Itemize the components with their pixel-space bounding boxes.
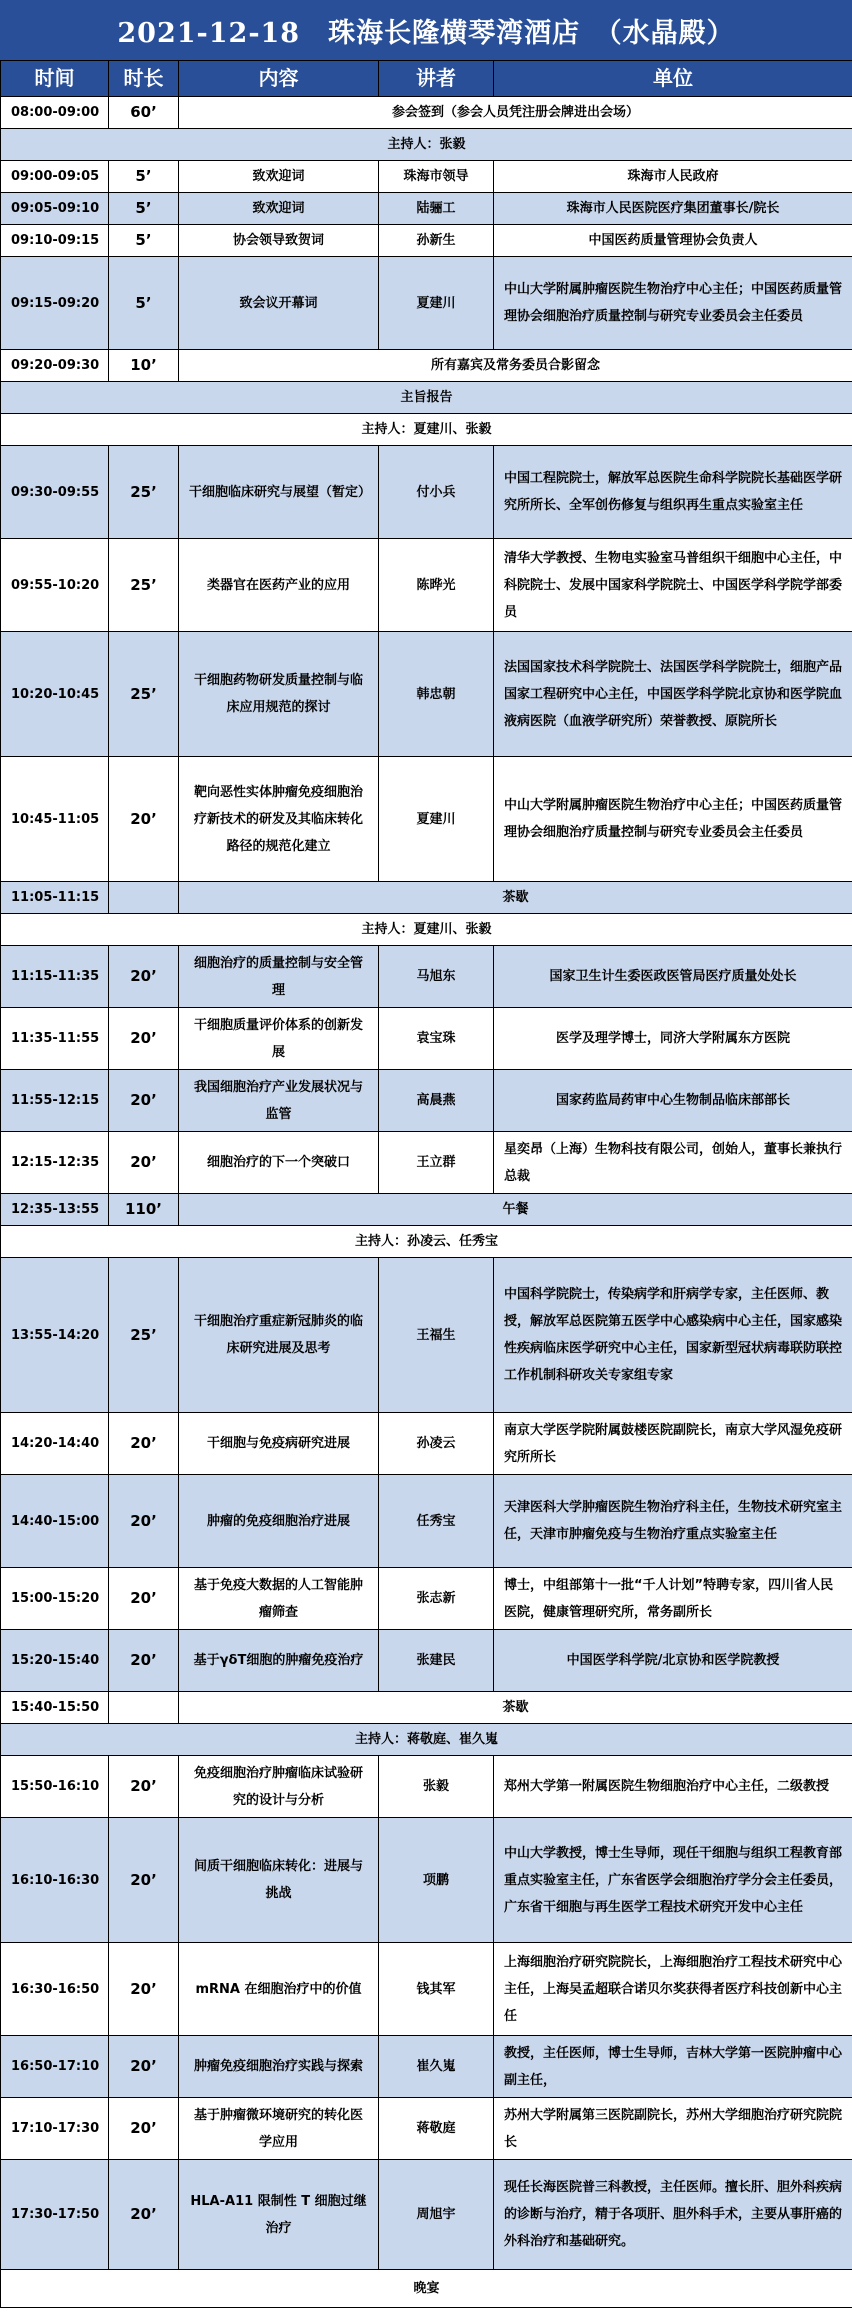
time-cell: 09:05-09:10 xyxy=(1,193,109,225)
topic-cell: 协会领导致贺词 xyxy=(179,225,379,257)
table-row xyxy=(1,1194,852,1226)
time-cell: 09:00-09:05 xyxy=(1,161,109,193)
topic-cell: 致欢迎词 xyxy=(179,161,379,193)
table-row xyxy=(1,446,852,539)
time-cell: 10:20-10:45 xyxy=(1,632,109,757)
session-note: 所有嘉宾及常务委员合影留念 xyxy=(179,350,852,382)
section-heading: 主旨报告 xyxy=(1,382,852,414)
topic-cell: 间质干细胞临床转化：进展与挑战 xyxy=(179,1818,379,1943)
topic-cell: 细胞治疗的下一个突破口 xyxy=(179,1132,379,1194)
topic-cell: 我国细胞治疗产业发展状况与监管 xyxy=(179,1070,379,1132)
speaker-cell: 马旭东 xyxy=(379,946,494,1008)
table-row xyxy=(1,1132,852,1194)
speaker-cell: 崔久嵬 xyxy=(379,2036,494,2098)
table-row xyxy=(1,632,852,757)
duration-cell xyxy=(109,1692,179,1724)
session-note: 午餐 xyxy=(179,1194,852,1226)
section-heading: 主持人：夏建川、张毅 xyxy=(1,914,852,946)
speaker-cell: 钱其军 xyxy=(379,1943,494,2036)
table-row xyxy=(1,161,852,193)
duration-cell: 20’ xyxy=(109,1630,179,1692)
session-note: 茶歇 xyxy=(179,1692,852,1724)
duration-cell: 60’ xyxy=(109,97,179,129)
time-cell: 12:35-13:55 xyxy=(1,1194,109,1226)
organization-cell: 清华大学教授、生物电实验室马普组织干细胞中心主任，中科院院士、发展中国家科学院院士、中国医学科学院学部委员 xyxy=(494,539,852,632)
duration-cell: 5’ xyxy=(109,161,179,193)
topic-cell: 肿瘤免疫细胞治疗实践与探索 xyxy=(179,2036,379,2098)
duration-cell: 20’ xyxy=(109,2160,179,2270)
time-cell: 11:35-11:55 xyxy=(1,1008,109,1070)
time-cell: 17:10-17:30 xyxy=(1,2098,109,2160)
header-duration: 时长 xyxy=(109,61,179,97)
table-row xyxy=(1,1630,852,1692)
organization-cell: 郑州大学第一附属医院生物细胞治疗中心主任，二级教授 xyxy=(494,1756,852,1818)
table-row xyxy=(1,1475,852,1568)
organization-cell: 教授，主任医师，博士生导师，吉林大学第一医院肿瘤中心副主任， xyxy=(494,2036,852,2098)
duration-cell: 20’ xyxy=(109,1568,179,1630)
speaker-cell: 孙新生 xyxy=(379,225,494,257)
time-cell: 15:20-15:40 xyxy=(1,1630,109,1692)
header-time: 时间 xyxy=(1,61,109,97)
organization-cell: 法国国家技术科学院院士、法国医学科学院院士，细胞产品国家工程研究中心主任，中国医学科学院北京协和医学院血液病医院（血液学研究所）荣誉教授、原院所长 xyxy=(494,632,852,757)
time-cell: 15:00-15:20 xyxy=(1,1568,109,1630)
speaker-cell: 王福生 xyxy=(379,1258,494,1413)
time-cell: 09:30-09:55 xyxy=(1,446,109,539)
table-row xyxy=(1,1724,852,1756)
speaker-cell: 韩忠朝 xyxy=(379,632,494,757)
topic-cell: 类器官在医药产业的应用 xyxy=(179,539,379,632)
topic-cell: 干细胞与免疫病研究进展 xyxy=(179,1413,379,1475)
duration-cell: 25’ xyxy=(109,1258,179,1413)
time-cell: 09:55-10:20 xyxy=(1,539,109,632)
speaker-cell: 项鹏 xyxy=(379,1818,494,1943)
table-row xyxy=(1,1413,852,1475)
organization-cell: 苏州大学附属第三医院副院长，苏州大学细胞治疗研究院院长 xyxy=(494,2098,852,2160)
duration-cell: 20’ xyxy=(109,1818,179,1943)
duration-cell: 25’ xyxy=(109,539,179,632)
table-row xyxy=(1,97,852,129)
time-cell: 16:30-16:50 xyxy=(1,1943,109,2036)
time-cell: 11:55-12:15 xyxy=(1,1070,109,1132)
organization-cell: 珠海市人民政府 xyxy=(494,161,852,193)
topic-cell: 细胞治疗的质量控制与安全管理 xyxy=(179,946,379,1008)
organization-cell: 中国工程院院士，解放军总医院生命科学院院长基础医学研究所所长、全军创伤修复与组织再生重点实验室主任 xyxy=(494,446,852,539)
duration-cell: 5’ xyxy=(109,225,179,257)
section-heading: 主持人：孙凌云、任秀宝 xyxy=(1,1226,852,1258)
time-cell: 09:10-09:15 xyxy=(1,225,109,257)
table-row xyxy=(1,2036,852,2098)
time-cell: 08:00-09:00 xyxy=(1,97,109,129)
table-row xyxy=(1,1008,852,1070)
speaker-cell: 袁宝珠 xyxy=(379,1008,494,1070)
organization-cell: 国家药监局药审中心生物制品临床部部长 xyxy=(494,1070,852,1132)
table-row xyxy=(1,1756,852,1818)
organization-cell: 中山大学附属肿瘤医院生物治疗中心主任；中国医药质量管理协会细胞治疗质量控制与研究专业委员会主任委员 xyxy=(494,257,852,350)
time-cell: 14:20-14:40 xyxy=(1,1413,109,1475)
speaker-cell: 张毅 xyxy=(379,1756,494,1818)
duration-cell: 20’ xyxy=(109,1132,179,1194)
table-row xyxy=(1,946,852,1008)
speaker-cell: 张志新 xyxy=(379,1568,494,1630)
speaker-cell: 任秀宝 xyxy=(379,1475,494,1568)
agenda-body xyxy=(1,97,852,2308)
organization-cell: 中国科学院院士，传染病学和肝病学专家，主任医师、教授，解放军总医院第五医学中心感染病中心主任，国家感染性疾病临床医学研究中心主任，国家新型冠状病毒联防联控工作机制科研攻关专家组专家 xyxy=(494,1258,852,1413)
table-row xyxy=(1,414,852,446)
duration-cell: 10’ xyxy=(109,350,179,382)
topic-cell: 基于免疫大数据的人工智能肿瘤筛查 xyxy=(179,1568,379,1630)
organization-cell: 天津医科大学肿瘤医院生物治疗科主任，生物技术研究室主任，天津市肿瘤免疫与生物治疗重点实验室主任 xyxy=(494,1475,852,1568)
table-row xyxy=(1,382,852,414)
time-cell: 16:50-17:10 xyxy=(1,2036,109,2098)
topic-cell: HLA-A11 限制性 T 细胞过继治疗 xyxy=(179,2160,379,2270)
speaker-cell: 珠海市领导 xyxy=(379,161,494,193)
table-row xyxy=(1,2160,852,2270)
topic-cell: 免疫细胞治疗肿瘤临床试验研究的设计与分析 xyxy=(179,1756,379,1818)
topic-cell: mRNA 在细胞治疗中的价值 xyxy=(179,1943,379,2036)
table-row xyxy=(1,2270,852,2308)
table-row xyxy=(1,1258,852,1413)
session-note: 参会签到（参会人员凭注册会牌进出会场） xyxy=(179,97,852,129)
table-row xyxy=(1,129,852,161)
time-cell: 10:45-11:05 xyxy=(1,757,109,882)
duration-cell: 25’ xyxy=(109,446,179,539)
duration-cell: 25’ xyxy=(109,632,179,757)
topic-cell: 致欢迎词 xyxy=(179,193,379,225)
speaker-cell: 蒋敬庭 xyxy=(379,2098,494,2160)
speaker-cell: 周旭宇 xyxy=(379,2160,494,2270)
section-heading: 主持人：张毅 xyxy=(1,129,852,161)
time-cell: 09:20-09:30 xyxy=(1,350,109,382)
table-row xyxy=(1,193,852,225)
table-row xyxy=(1,757,852,882)
speaker-cell: 王立群 xyxy=(379,1132,494,1194)
section-heading: 主持人：蒋敬庭、崔久嵬 xyxy=(1,1724,852,1756)
header-organization: 单位 xyxy=(494,61,852,97)
time-cell: 13:55-14:20 xyxy=(1,1258,109,1413)
duration-cell: 20’ xyxy=(109,1475,179,1568)
topic-cell: 靶向恶性实体肿瘤免疫细胞治疗新技术的研发及其临床转化路径的规范化建立 xyxy=(179,757,379,882)
topic-cell: 干细胞治疗重症新冠肺炎的临床研究进展及思考 xyxy=(179,1258,379,1413)
duration-cell: 110’ xyxy=(109,1194,179,1226)
section-heading: 主持人：夏建川、张毅 xyxy=(1,414,852,446)
speaker-cell: 陆骊工 xyxy=(379,193,494,225)
table-row xyxy=(1,539,852,632)
time-cell: 14:40-15:00 xyxy=(1,1475,109,1568)
table-row xyxy=(1,914,852,946)
time-cell: 15:40-15:50 xyxy=(1,1692,109,1724)
table-row xyxy=(1,2098,852,2160)
table-header-row xyxy=(1,61,852,97)
duration-cell: 5’ xyxy=(109,257,179,350)
topic-cell: 干细胞临床研究与展望（暂定） xyxy=(179,446,379,539)
topic-cell: 干细胞质量评价体系的创新发展 xyxy=(179,1008,379,1070)
duration-cell: 20’ xyxy=(109,1943,179,2036)
organization-cell: 上海细胞治疗研究院院长，上海细胞治疗工程技术研究中心主任，上海吴孟超联合诺贝尔奖获得者医疗科技创新中心主任 xyxy=(494,1943,852,2036)
duration-cell: 20’ xyxy=(109,2036,179,2098)
duration-cell: 20’ xyxy=(109,1070,179,1132)
table-row xyxy=(1,1226,852,1258)
organization-cell: 中山大学教授，博士生导师，现任干细胞与组织工程教育部重点实验室主任，广东省医学会细胞治疗学分会主任委员，广东省干细胞与再生医学工程技术研究开发中心主任 xyxy=(494,1818,852,1943)
organization-cell: 珠海市人民医院医疗集团董事长/院长 xyxy=(494,193,852,225)
table-row xyxy=(1,1943,852,2036)
time-cell: 17:30-17:50 xyxy=(1,2160,109,2270)
organization-cell: 南京大学医学院附属鼓楼医院副院长，南京大学风湿免疫研究所所长 xyxy=(494,1413,852,1475)
organization-cell: 中国医学科学院/北京协和医学院教授 xyxy=(494,1630,852,1692)
organization-cell: 现任长海医院普三科教授，主任医师。擅长肝、胆外科疾病的诊断与治疗，精于各项肝、胆外科手术，主要从事肝癌的外科治疗和基础研究。 xyxy=(494,2160,852,2270)
table-row xyxy=(1,225,852,257)
topic-cell: 肿瘤的免疫细胞治疗进展 xyxy=(179,1475,379,1568)
organization-cell: 博士，中组部第十一批“千人计划”特聘专家，四川省人民医院，健康管理研究所，常务副所长 xyxy=(494,1568,852,1630)
duration-cell: 20’ xyxy=(109,1756,179,1818)
organization-cell: 国家卫生计生委医政医管局医疗质量处处长 xyxy=(494,946,852,1008)
table-row xyxy=(1,1070,852,1132)
speaker-cell: 高晨燕 xyxy=(379,1070,494,1132)
duration-cell: 20’ xyxy=(109,757,179,882)
time-cell: 15:50-16:10 xyxy=(1,1756,109,1818)
time-cell: 16:10-16:30 xyxy=(1,1818,109,1943)
duration-cell: 20’ xyxy=(109,946,179,1008)
topic-cell: 基于肿瘤微环境研究的转化医学应用 xyxy=(179,2098,379,2160)
duration-cell xyxy=(109,882,179,914)
table-row xyxy=(1,882,852,914)
session-note: 茶歇 xyxy=(179,882,852,914)
duration-cell: 20’ xyxy=(109,2098,179,2160)
table-row xyxy=(1,1818,852,1943)
organization-cell: 中国医药质量管理协会负责人 xyxy=(494,225,852,257)
header-speaker: 讲者 xyxy=(379,61,494,97)
duration-cell: 20’ xyxy=(109,1413,179,1475)
table-row xyxy=(1,1692,852,1724)
speaker-cell: 陈晔光 xyxy=(379,539,494,632)
organization-cell: 中山大学附属肿瘤医院生物治疗中心主任；中国医药质量管理协会细胞治疗质量控制与研究专业委员会主任委员 xyxy=(494,757,852,882)
header-content: 内容 xyxy=(179,61,379,97)
duration-cell: 5’ xyxy=(109,193,179,225)
speaker-cell: 夏建川 xyxy=(379,257,494,350)
organization-cell: 星奕昂（上海）生物科技有限公司，创始人，董事长兼执行总裁 xyxy=(494,1132,852,1194)
topic-cell: 干细胞药物研发质量控制与临床应用规范的探讨 xyxy=(179,632,379,757)
table-row xyxy=(1,1568,852,1630)
topic-cell: 致会议开幕词 xyxy=(179,257,379,350)
section-heading: 晚宴 xyxy=(1,2270,852,2308)
speaker-cell: 孙凌云 xyxy=(379,1413,494,1475)
time-cell: 09:15-09:20 xyxy=(1,257,109,350)
topic-cell: 基于γδT细胞的肿瘤免疫治疗 xyxy=(179,1630,379,1692)
agenda-title: 2021-12-18 珠海长隆横琴湾酒店 （水晶殿） xyxy=(0,0,852,60)
time-cell: 11:15-11:35 xyxy=(1,946,109,1008)
speaker-cell: 张建民 xyxy=(379,1630,494,1692)
speaker-cell: 付小兵 xyxy=(379,446,494,539)
speaker-cell: 夏建川 xyxy=(379,757,494,882)
table-row xyxy=(1,350,852,382)
time-cell: 11:05-11:15 xyxy=(1,882,109,914)
duration-cell: 20’ xyxy=(109,1008,179,1070)
agenda-table xyxy=(0,60,852,2308)
organization-cell: 医学及理学博士，同济大学附属东方医院 xyxy=(494,1008,852,1070)
time-cell: 12:15-12:35 xyxy=(1,1132,109,1194)
table-row xyxy=(1,257,852,350)
